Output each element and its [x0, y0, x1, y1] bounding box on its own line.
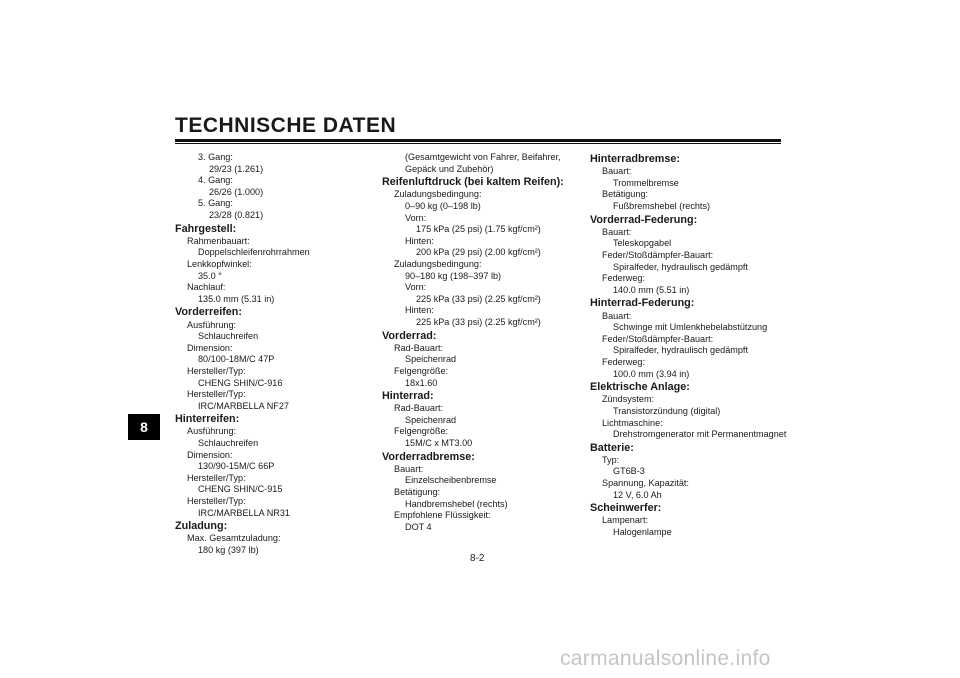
spec-value: 200 kPa (29 psi) (2.00 kgf/cm²): [416, 247, 541, 258]
spec-label: Bauart:: [602, 310, 632, 321]
spec-value: 29/23 (1.261): [209, 163, 264, 174]
spec-value: CHENG SHIN/C-916: [198, 377, 283, 388]
header-rule-thin: [175, 143, 781, 144]
spec-label: Zuladungsbedingung:: [394, 258, 482, 269]
spec-value: 18x1.60: [405, 377, 438, 388]
spec-label: Rad-Bauart:: [394, 342, 444, 353]
spec-value: 130/90-15M/C 66P: [198, 461, 275, 472]
spec-label: Hersteller/Typ:: [187, 496, 246, 507]
spec-value: Teleskopgabel: [613, 238, 672, 249]
page-number: 8-2: [470, 553, 485, 564]
spec-label: Felgengröße:: [394, 426, 449, 437]
section-heading: Batterie:: [590, 441, 634, 454]
spec-value: 4. Gang:: [198, 175, 233, 186]
spec-label: Hersteller/Typ:: [187, 365, 246, 376]
section-heading: Hinterrad-Federung:: [590, 297, 695, 310]
spec-value: IRC/MARBELLA NR31: [198, 507, 290, 518]
spec-label: Spannung, Kapazität:: [602, 478, 689, 489]
spec-value: Gepäck und Zubehör): [405, 163, 494, 174]
spec-label: Ausführung:: [187, 426, 237, 437]
spec-value: Drehstromgenerator mit Permanentmagnet: [613, 429, 787, 440]
spec-value: 26/26 (1.000): [209, 186, 264, 197]
spec-label: Bauart:: [602, 226, 632, 237]
spec-value: Trommelbremse: [613, 177, 679, 188]
section-heading: Hinterreifen:: [175, 413, 240, 426]
spec-value: 175 kPa (25 psi) (1.75 kgf/cm²): [416, 224, 541, 235]
spec-value: Schlauchreifen: [198, 438, 259, 449]
spec-value: 225 kPa (33 psi) (2.25 kgf/cm²): [416, 316, 541, 327]
section-heading: Vorderradbremse:: [382, 450, 475, 463]
section-heading: Hinterradbremse:: [590, 153, 681, 165]
spec-value: Hinten:: [405, 235, 434, 246]
spec-label: Zuladungsbedingung:: [394, 189, 482, 200]
spec-value: 135.0 mm (5.31 in): [198, 293, 275, 304]
spec-value: Einzelscheibenbremse: [405, 475, 497, 486]
spec-label: Lampenart:: [602, 515, 649, 526]
header-rule-thick: [175, 139, 781, 142]
spec-value: (Gesamtgewicht von Fahrer, Beifahrer,: [405, 152, 561, 162]
section-heading: Reifenluftdruck (bei kaltem Reifen):: [382, 176, 564, 189]
spec-value: Vorn:: [405, 282, 427, 293]
spec-label: Hersteller/Typ:: [187, 389, 246, 400]
spec-value: Schwinge mit Umlenkhebelabstützung: [613, 322, 768, 333]
spec-value: 225 kPa (33 psi) (2.25 kgf/cm²): [416, 293, 541, 304]
spec-value: 5. Gang:: [198, 198, 233, 209]
spec-value: 15M/C x MT3.00: [405, 438, 473, 449]
spec-label: Bauart:: [394, 463, 424, 474]
spec-label: Dimension:: [187, 449, 233, 460]
spec-label: Lenkkopfwinkel:: [187, 258, 252, 269]
spec-value: Spiralfeder, hydraulisch gedämpft: [613, 261, 748, 272]
spec-value: IRC/MARBELLA NF27: [198, 400, 289, 411]
spec-value: 90–180 kg (198–397 lb): [405, 270, 502, 281]
spec-value: Speichenrad: [405, 354, 457, 365]
spec-value: CHENG SHIN/C-915: [198, 484, 283, 495]
spec-label: Rahmenbauart:: [187, 235, 250, 246]
spec-label: Betätigung:: [394, 487, 441, 498]
spec-value: 3. Gang:: [198, 152, 233, 162]
spec-label: Federweg:: [602, 273, 645, 284]
spec-value: Spiralfeder, hydraulisch gedämpft: [613, 345, 748, 356]
section-heading: Hinterrad:: [382, 390, 434, 403]
spec-value: 80/100-18M/C 47P: [198, 354, 275, 365]
watermark: carmanualsonline.info: [560, 647, 771, 670]
spec-label: Nachlauf:: [187, 282, 226, 293]
spec-label: Feder/Stoßdämpfer-Bauart:: [602, 249, 714, 260]
spec-label: Zündsystem:: [602, 394, 655, 405]
spec-value: 0–90 kg (0–198 lb): [405, 200, 481, 211]
spec-value: Transistorzündung (digital): [613, 405, 721, 416]
spec-label: Federweg:: [602, 356, 645, 367]
spec-column-3: [590, 152, 790, 539]
spec-value: Doppelschleifenrohrrahmen: [198, 247, 310, 258]
spec-value: Schlauchreifen: [198, 331, 259, 342]
section-heading: Vorderrad-Federung:: [590, 213, 698, 226]
spec-label: Feder/Stoßdämpfer-Bauart:: [602, 333, 714, 344]
spec-label: Dimension:: [187, 342, 233, 353]
spec-label: Ausführung:: [187, 319, 237, 330]
spec-label: Rad-Bauart:: [394, 403, 444, 414]
section-heading: Scheinwerfer:: [590, 502, 662, 515]
chapter-tab: 8: [128, 414, 160, 440]
spec-label: Typ:: [602, 454, 620, 465]
section-heading: Vorderrad:: [382, 329, 437, 342]
spec-value: Hinten:: [405, 305, 434, 316]
spec-value: Speichenrad: [405, 414, 457, 425]
spec-value: 35.0 °: [198, 270, 222, 281]
spec-value: Vorn:: [405, 212, 427, 223]
spec-value: 12 V, 6.0 Ah: [613, 489, 662, 500]
spec-value: 23/28 (0.821): [209, 209, 264, 220]
section-heading: Zuladung:: [175, 520, 228, 533]
spec-label: Hersteller/Typ:: [187, 472, 246, 483]
spec-value: 140.0 mm (5.51 in): [613, 284, 690, 295]
spec-label: Bauart:: [602, 166, 632, 177]
spec-value: Fußbremshebel (rechts): [613, 200, 711, 211]
section-heading: Fahrgestell:: [175, 222, 237, 235]
spec-value: GT6B-3: [613, 466, 645, 477]
spec-value: 180 kg (397 lb): [198, 545, 259, 556]
section-heading: Vorderreifen:: [175, 306, 242, 319]
spec-value: Handbremshebel (rechts): [405, 498, 508, 509]
spec-label: Felgengröße:: [394, 365, 449, 376]
spec-label: Empfohlene Flüssigkeit:: [394, 510, 491, 521]
page-title: TECHNISCHE DATEN: [175, 114, 397, 137]
spec-label: Max. Gesamtzuladung:: [187, 533, 281, 544]
spec-value: 100.0 mm (3.94 in): [613, 368, 690, 379]
section-heading: Elektrische Anlage:: [590, 381, 690, 394]
spec-value: DOT 4: [405, 521, 432, 532]
spec-column-1: [175, 152, 375, 557]
spec-column-2: [382, 152, 587, 533]
spec-value: Halogenlampe: [613, 527, 672, 538]
spec-label: Lichtmaschine:: [602, 417, 663, 428]
spec-label: Betätigung:: [602, 189, 649, 200]
